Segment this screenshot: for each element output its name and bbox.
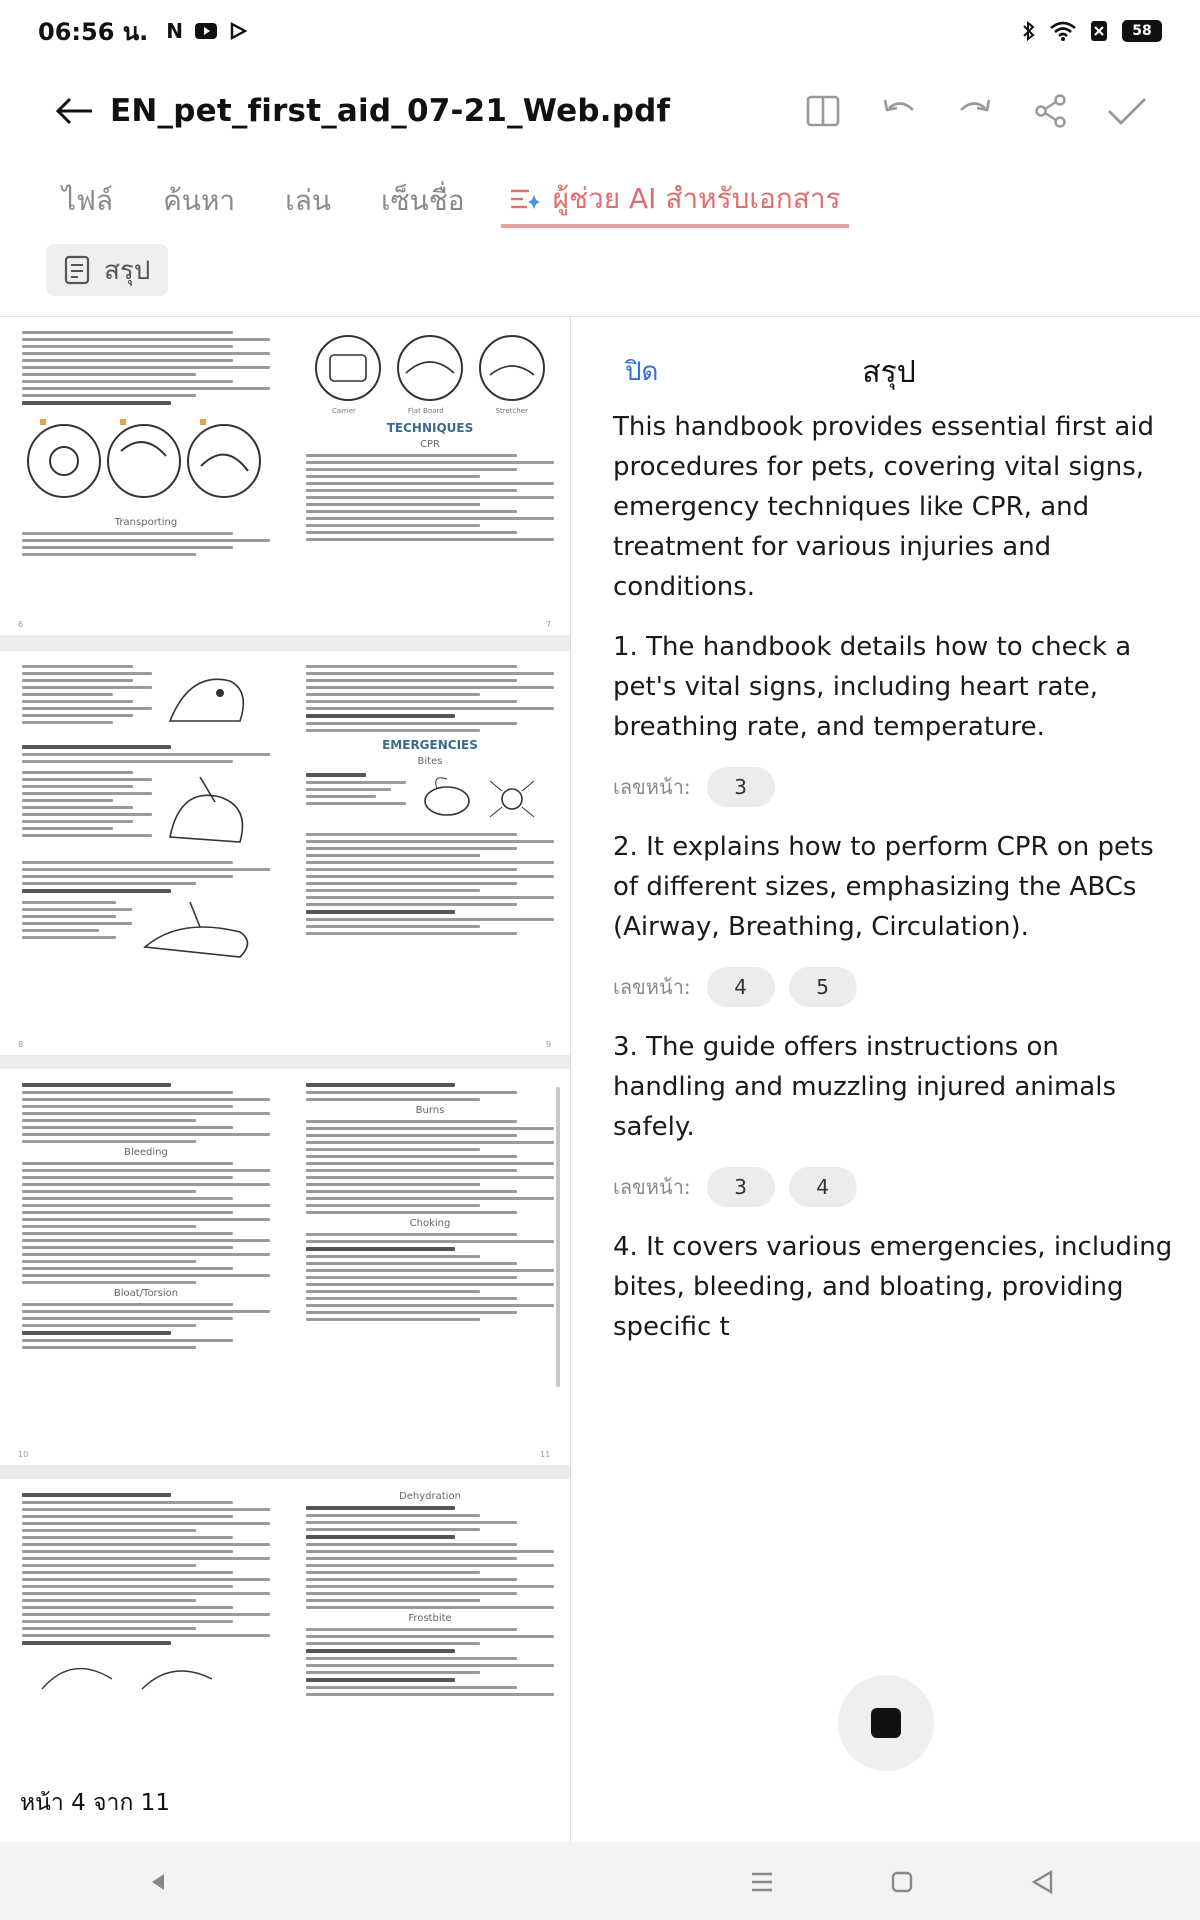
dog-breathing-illustration	[160, 661, 260, 741]
undo-icon[interactable]	[878, 90, 920, 132]
cpr-subheading: CPR	[420, 439, 440, 450]
burns-subheading: Burns	[415, 1105, 445, 1116]
emergencies-heading: EMERGENCIES	[382, 738, 478, 752]
tab-file-label: ไฟล์	[62, 184, 114, 217]
summary-point: 1. The handbook details how to check a pet's vital signs, including heart rate, breathing rate, and temperature.	[613, 632, 1132, 742]
caption-stretcher: Stretcher	[495, 407, 528, 415]
page-refs-label: เลขหน้า:	[613, 975, 691, 999]
pdf-page-spread-1	[0, 317, 570, 635]
summary-intro: This handbook provides essential first aid procedures for pets, covering vital signs, emergency techniques like CPR, and treatment for various injuries and conditions.	[613, 412, 1155, 602]
page-number-right: 9	[546, 1040, 552, 1049]
cat-compression-illustration	[160, 767, 260, 857]
navigation-bar	[0, 1842, 1200, 1920]
page-number-left: 10	[18, 1450, 29, 1459]
bites-subheading: Bites	[417, 756, 443, 767]
redo-icon[interactable]	[954, 90, 996, 132]
page-indicator: หน้า 4 จาก 11	[0, 1779, 220, 1827]
summary-body	[613, 407, 1173, 1367]
large-dog-cpr-illustration	[140, 897, 260, 967]
wifi-icon	[1050, 21, 1076, 41]
tab-sign-label: เซ็นชื่อ	[381, 184, 465, 217]
title-actions	[802, 90, 1148, 132]
pdf-page-spread-3	[0, 1069, 570, 1465]
status-bar	[0, 0, 1200, 62]
page-ref-chip[interactable]: 5	[789, 967, 857, 1007]
bluetooth-icon	[1022, 20, 1036, 42]
page-refs-label: เลขหน้า:	[613, 775, 691, 799]
page-refs-label: เลขหน้า:	[613, 1175, 691, 1199]
pdf-scrollbar[interactable]	[556, 1087, 560, 1387]
tab-ai-label: ผู้ช่วย AI สำหรับเอกสาร	[552, 182, 841, 215]
bloat-subheading: Bloat/Torsion	[113, 1288, 179, 1299]
recent-apps-icon[interactable]	[742, 1862, 782, 1902]
split-view-icon[interactable]	[802, 90, 844, 132]
muzzle-illustration	[26, 411, 266, 511]
stop-icon	[871, 1708, 901, 1738]
home-icon[interactable]	[882, 1862, 922, 1902]
status-system-icons	[1022, 20, 1162, 42]
status-time: 06:56 น.	[38, 17, 149, 46]
tab-play[interactable]	[271, 174, 345, 228]
bleeding-subheading: Bleeding	[124, 1147, 168, 1158]
page-refs	[613, 767, 1173, 807]
dehydration-subheading: Dehydration	[399, 1491, 461, 1502]
tab-file[interactable]	[48, 174, 127, 228]
tab-search-label: ค้นหา	[163, 184, 236, 217]
page-number-right: 11	[540, 1450, 551, 1459]
summary-title: สรุป	[862, 355, 916, 390]
page-ref-chip[interactable]: 4	[707, 967, 775, 1007]
play-icon	[229, 22, 247, 40]
summary-point: 3. The guide offers instructions on handling and muzzling injured animals safely.	[613, 1032, 1117, 1142]
netflix-icon: N	[166, 19, 184, 43]
summary-point: 4. It covers various emergencies, including bites, bleeding, and bloating, providing specific t	[613, 1232, 1173, 1342]
close-summary-button[interactable]: ปิด	[625, 357, 659, 387]
page-refs	[613, 1167, 1173, 1207]
collapse-left-icon[interactable]	[138, 1862, 178, 1902]
back-arrow-icon[interactable]	[52, 89, 96, 133]
pdf-page-spread-2	[0, 651, 570, 1055]
caption-carrier: Carrier	[331, 407, 356, 415]
youtube-icon	[195, 23, 217, 39]
muzzle-heading	[22, 401, 171, 405]
transporting-caption: Transporting	[114, 517, 178, 528]
share-icon[interactable]	[1030, 90, 1072, 132]
ai-summary-panel	[571, 317, 1200, 1842]
summary-chip[interactable]	[46, 244, 168, 296]
summary-chip-label: สรุป	[104, 255, 151, 286]
tab-play-label: เล่น	[285, 184, 332, 217]
status-app-icons	[166, 19, 247, 43]
techniques-heading: TECHNIQUES	[386, 421, 474, 435]
tab-ai-assistant[interactable]	[501, 174, 849, 228]
page-refs	[613, 967, 1173, 1007]
battery-icon: 58	[1122, 20, 1162, 42]
tab-sign[interactable]	[367, 174, 479, 228]
stop-generating-button[interactable]	[838, 1675, 934, 1771]
pdf-viewer[interactable]	[0, 317, 570, 1842]
transport-carriers-illustration	[310, 333, 550, 403]
frostbite-subheading: Frostbite	[408, 1613, 452, 1624]
sim-blocked-icon	[1090, 20, 1108, 42]
page-ref-chip[interactable]: 3	[707, 767, 775, 807]
tab-search[interactable]	[149, 174, 249, 228]
page-ref-chip[interactable]: 4	[789, 1167, 857, 1207]
choking-aid-heading	[22, 1641, 171, 1645]
summary-header	[599, 345, 1179, 395]
page-ref-chip[interactable]: 3	[707, 1167, 775, 1207]
back-icon[interactable]	[1022, 1862, 1062, 1902]
bee-spider-illustration	[412, 769, 542, 829]
page-number-right: 7	[546, 620, 552, 629]
checkmark-icon[interactable]	[1106, 90, 1148, 132]
choking-subheading: Choking	[409, 1218, 451, 1229]
tool-tabs	[48, 164, 871, 228]
page-number-left: 8	[18, 1040, 24, 1049]
summary-doc-icon	[64, 255, 90, 285]
document-title: EN_pet_first_aid_07-21_Web.pdf	[110, 93, 671, 129]
caption-flat-board: Flat Board	[407, 407, 444, 415]
page-number-left: 6	[18, 620, 24, 629]
summary-point: 2. It explains how to perform CPR on pets of different sizes, emphasizing the ABCs (Airway, Breathing, Circulation).	[613, 832, 1154, 942]
choking-aid-illustration	[22, 1649, 222, 1709]
title-bar	[0, 76, 1200, 146]
ai-sparkle-icon	[509, 185, 541, 213]
